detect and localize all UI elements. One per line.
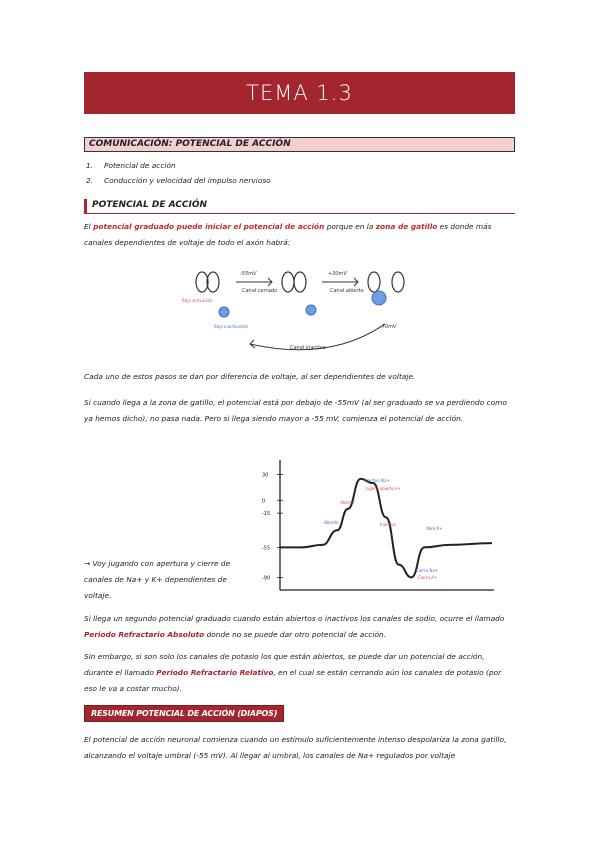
annotation: Cierra Na+ [416,568,439,573]
paragraph-refractory-relative [84,649,515,697]
diagram-label: +30mV [328,271,347,277]
annotation: Ligero abierto k+ [366,486,401,491]
paragraph-steps: Cada uno de estos pasos se dan por diferencia de voltaje, al ser dependientes de voltaje. [84,372,416,381]
diagram-label: -55mV [240,271,257,277]
text-run: porque en la [324,222,376,231]
list-item-text: Conducción y velocidad del impulso nervioso [104,176,271,185]
action-potential-graph [256,460,496,595]
channel-wall [392,272,404,292]
arrow-right [322,278,358,286]
channel-wall [368,272,380,292]
section-heading-resumen: RESUMEN POTENCIAL DE ACCIÓN (DIAPOS) [84,705,284,722]
paragraph-intro [84,219,515,251]
highlight-text: zona de gatillo [375,222,438,231]
inactivation-gate [372,291,386,305]
y-tick-label: -90 [262,575,271,582]
paragraph-threshold: Si cuando llega a la zona de gatillo, el potencial está por debajo de -55mV (al ser graduado se va perdiendo como ya hemos dicho), no pasa nada. Pero si llega siendo mayor a -55 mV, comienza el potencial de acción. [84,398,507,423]
list-item-number: 2. [86,176,94,185]
text-run: Si llega un segundo potencial graduado cuando están abiertos o inactivos los canales de sodio, ocurre el llamado [84,614,505,623]
section-heading-potencial: POTENCIAL DE ACCIÓN [84,199,515,214]
inactivation-gate [219,307,229,317]
list-item [84,173,515,188]
channel-wall [196,272,208,292]
diagram-label: Canal cerrado [242,288,277,294]
annotation: Abierto [324,520,339,525]
text-run: es donde más canales dependientes de voltaje de todo el axón habrá: [84,222,492,247]
annotation: Inactivo Na+ [364,478,390,483]
channel-wall [207,272,219,292]
highlight-text: Periodo Refractario Absoluto [84,630,205,639]
page-title: TEMA 1.3 [84,72,515,114]
channel-wall [282,272,294,292]
annotation: Inactivo [380,522,396,527]
text-run: , en el cual se están cerrando aún los canales de potasio (por eso le va a costar mucho). [84,668,502,693]
text-run: El [84,222,94,231]
paragraph-refractory-absolute [84,611,515,643]
potential-curve [280,479,492,578]
list-item [84,158,515,173]
list-item-text: Potencial de acción [104,161,176,170]
side-note: → Voy jugando con apertura y cierre de canales de Na+ y K+ dependientes de voltaje. [84,559,231,600]
highlight-text: potencial graduado puede iniciar el potencial de acción [93,222,325,231]
annotation: Abierto [340,500,355,505]
diagram-label: -70mV [380,324,397,330]
inactivation-gate [306,305,316,315]
channel-wall [294,272,306,292]
diagram-label: Reja activación [182,298,213,303]
paragraph-summary: El potencial de acción neuronal comienza cuando un estímulo suficientemente intenso despolariza la zona gatillo, alcanzando el voltaje umbral (-55 mV). Al llegar al umbral, los canales de Na+ regulados por voltaje [84,735,507,760]
highlight-text: Periodo Refractario Relativo [156,668,274,677]
diagram-label: Canal abierto [330,288,364,294]
y-tick-label: -15 [262,511,271,518]
list-item-number: 1. [86,161,94,170]
y-tick-label: 30 [262,472,269,479]
y-tick-label: -55 [262,545,271,552]
annotation: Abre K+ [426,526,443,531]
y-tick-label: 0 [262,498,266,505]
text-run: donde no se puede dar otro potencial de acción. [204,630,387,639]
annotation: Cierra K+ [418,575,438,580]
section-heading-comunicacion: COMUNICACIÓN: POTENCIAL DE ACCIÓN [84,137,515,152]
arrow-right [236,278,272,286]
diagram-label: Canal inactivo [290,345,326,351]
topic-list [84,158,515,188]
diagram-label: Reja inactivación [214,324,249,329]
text-run: Sin embargo, si son solo los canales de potasio los que están abiertos, se puede dar un potencial de acción, durante el llamado [84,652,485,677]
channel-diagram [180,262,420,362]
